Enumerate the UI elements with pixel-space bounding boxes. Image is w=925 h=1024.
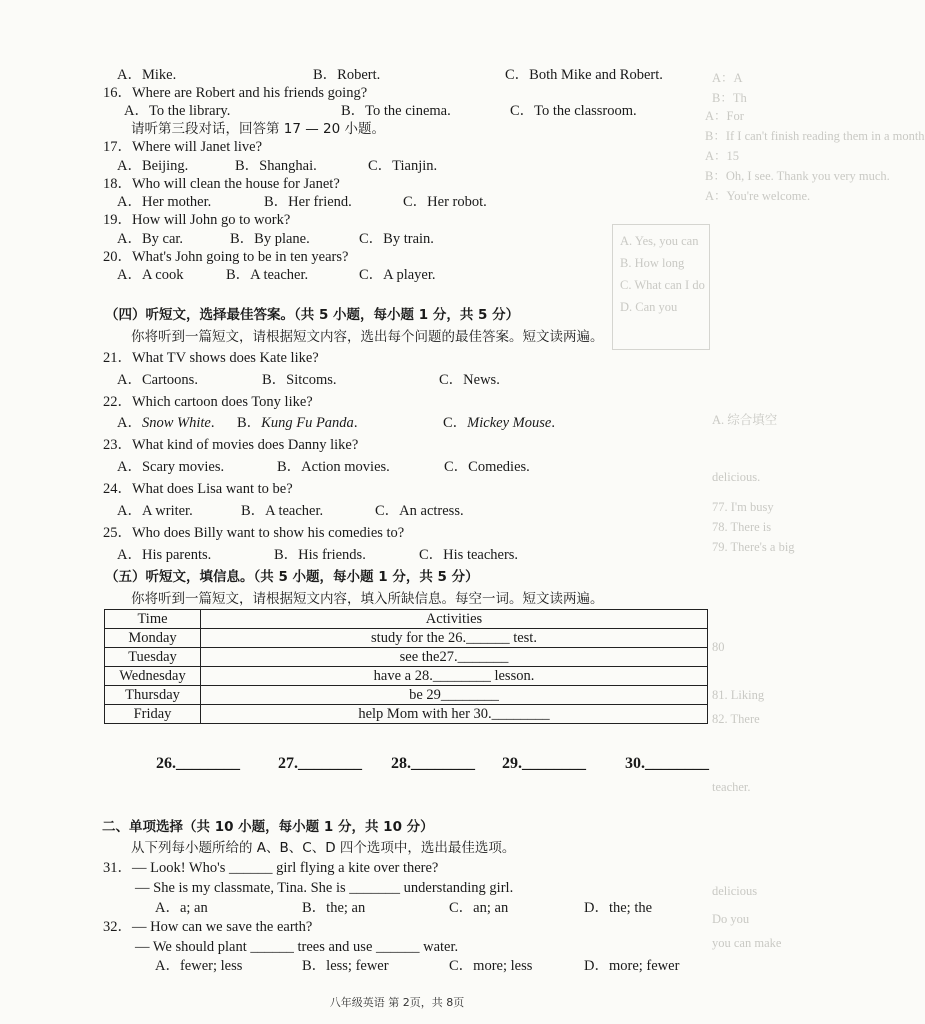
schedule-header-time: Time [105, 610, 201, 629]
q15-option-a: A．Mike. [117, 67, 177, 83]
q16-option-a: A．To the library. [124, 103, 231, 119]
answer-blank-26[interactable]: 26.________ [156, 755, 240, 772]
q18-option-b: B．Her friend. [264, 194, 352, 210]
q19-option-c: C．By train. [359, 231, 434, 247]
part2-instruction: 从下列每小题所给的 A、B、C、D 四个选项中，选出最佳选项。 [131, 840, 516, 856]
q22-option-a: A．Snow White. [117, 415, 215, 431]
q23-option-a: A．Scary movies. [117, 459, 225, 475]
q25-text: 25．Who does Billy want to show his comedies to? [103, 525, 405, 541]
q21-option-b: B．Sitcoms. [262, 372, 337, 388]
table-row [105, 705, 708, 724]
q31-option-c: C．an; an [449, 900, 509, 916]
section4-instruction: 你将听到一篇短文，请根据短文内容，选出每个问题的最佳答案。短文读两遍。 [131, 329, 604, 345]
q20-option-c: C．A player. [359, 267, 436, 283]
schedule-day: Wednesday [105, 667, 201, 686]
q21-option-a: A．Cartoons. [117, 372, 198, 388]
q15-option-b: B．Robert. [313, 67, 381, 83]
q16-option-b: B．To the cinema. [341, 103, 451, 119]
q31-option-b: B．the; an [302, 900, 366, 916]
q24-option-b: B．A teacher. [241, 503, 324, 519]
q24-text: 24．What does Lisa want to be? [103, 481, 293, 497]
schedule-day: Monday [105, 629, 201, 648]
q16-text: 16．Where are Robert and his friends going? [103, 85, 368, 101]
q32-line2: — We should plant ______ trees and use ______ water. [135, 939, 459, 955]
table-row [105, 667, 708, 686]
q32-option-d: D．more; fewer [584, 958, 680, 974]
q21-option-c: C．News. [439, 372, 500, 388]
schedule-activity: be 29________ [201, 686, 708, 705]
q15-option-c: C．Both Mike and Robert. [505, 67, 663, 83]
schedule-activity: have a 28.________ lesson. [201, 667, 708, 686]
section4-title: （四）听短文，选择最佳答案。（共 5 小题，每小题 1 分，共 5 分） [105, 307, 520, 323]
q31-line2: — She is my classmate, Tina. She is _______ understanding girl. [135, 880, 514, 896]
page-footer: 八年级英语 第 2页，共 8页 [329, 996, 465, 1009]
schedule-day: Tuesday [105, 648, 201, 667]
section5-instruction: 你将听到一篇短文，请根据短文内容，填入所缺信息。每空一词。短文读两遍。 [131, 591, 604, 607]
schedule-activity: help Mom with her 30.________ [201, 705, 708, 724]
q19-option-a: A．By car. [117, 231, 184, 247]
schedule-header-row [105, 610, 708, 629]
schedule-day: Thursday [105, 686, 201, 705]
q31-option-d: D．the; the [584, 900, 653, 916]
q31-option-a: A．a; an [155, 900, 208, 916]
q24-option-c: C．An actress. [375, 503, 464, 519]
q23-option-b: B．Action movies. [277, 459, 390, 475]
q18-option-c: C．Her robot. [403, 194, 487, 210]
q16-option-c: C．To the classroom. [510, 103, 637, 119]
q18-text: 18．Who will clean the house for Janet? [103, 176, 340, 192]
schedule-table [104, 609, 708, 724]
q22-option-c: C．Mickey Mouse. [443, 415, 555, 431]
section5-title: （五）听短文，填信息。（共 5 小题，每小题 1 分，共 5 分） [105, 569, 479, 585]
answer-blank-29[interactable]: 29.________ [502, 755, 586, 772]
answer-blank-30[interactable]: 30.________ [625, 755, 709, 772]
q25-option-c: C．His teachers. [419, 547, 519, 563]
q23-text: 23．What kind of movies does Danny like? [103, 437, 359, 453]
q32-line1: 32．— How can we save the earth? [103, 919, 313, 935]
schedule-day: Friday [105, 705, 201, 724]
q19-text: 19．How will John go to work? [103, 212, 291, 228]
q17-option-b: B．Shanghai. [235, 158, 317, 174]
schedule-header-activities: Activities [201, 610, 708, 629]
q19-option-b: B．By plane. [230, 231, 310, 247]
q32-option-a: A．fewer; less [155, 958, 243, 974]
q25-option-b: B．His friends. [274, 547, 366, 563]
schedule-activity: see the27._______ [201, 648, 708, 667]
table-row [105, 686, 708, 705]
q17-option-a: A．Beijing. [117, 158, 189, 174]
instruction-q17-20: 请听第三段对话，回答第 17 — 20 小题。 [131, 121, 386, 137]
q23-option-c: C．Comedies. [444, 459, 530, 475]
q20-option-b: B．A teacher. [226, 267, 309, 283]
q32-option-c: C．more; less [449, 958, 533, 974]
table-row [105, 629, 708, 648]
table-row [105, 648, 708, 667]
q20-option-a: A．A cook [117, 267, 184, 283]
part2-title: 二、单项选择（共 10 小题，每小题 1 分，共 10 分） [102, 819, 434, 835]
q20-text: 20．What's John going to be in ten years? [103, 249, 349, 265]
q24-option-a: A．A writer. [117, 503, 193, 519]
q21-text: 21．What TV shows does Kate like? [103, 350, 319, 366]
q17-option-c: C．Tianjin. [368, 158, 438, 174]
q32-option-b: B．less; fewer [302, 958, 389, 974]
schedule-activity: study for the 26.______ test. [201, 629, 708, 648]
exam-page: A：A B：Th A：For B：If I can't finish reading them in a month A：15 B：Oh, I see. Thank you very much. A：You're welcome. A. Yes, you can B. How long C. What can I do D. Can you A. 综合填空 delicious. 77. I'm busy 78. There is 79. There's a big 80 81. Liking 82. There teacher. delicious Do you you can make A．Mike. B．Robert. C．Both Mike and Robert. 16．Where are Robert and his friends going? A．To the library. B．To the cinema. C．To the classroom. 请听第三段对话，回答第 17 — 20 小题。 17．Where will Janet live? A．Beijing. B．Shanghai. C．Tianjin. 18．Who will clean the house for Janet? A．Her mother. B．Her friend. C．Her robot. 19．How will John go to work? A．By car. B．By plane. C．By train. 20．What's John going to be in ten years? A．A cook B．A teacher. C．A player. （四）听短文，选择最佳答案。（共 5 小题，每小题 1 分，共 5 分） 你将听到一篇短文，请根据短文内容，选出每个问题的最佳答案。短文读两遍。 21．What TV shows does Kate like? A．Cartoons. B．Sitcoms. C．News. 22．Which cartoon does Tony like? A．Snow White. B．Kung Fu Panda. C．Mickey Mouse. 23．What kind of movies does Danny like? A．Scary movies. B．Action movies. C．Comedies. 24．What does Lisa want to be? A．A writer. B．A teacher. C．An actress. 25．Who does Billy want to show his comedies to? A．His parents. B．His friends. C．His teachers. （五）听短文，填信息。（共 5 小题，每小题 1 分，共 5 分） 你将听到一篇短文，请根据短文内容，填入所缺信息。每空一词。短文读两遍。 Time Activities Monday study for the 26.______ test. Tuesday see the27._______ Wednesday have a 28.________ lesson. Thursday be 29________ Friday help Mom with her 30.________ 26.________ 27.________ 28.________ 29.________ 30.________ 二、单项选择（共 10 小题，每小题 1 分，共 10 分） 从下列每小题所给的 A、B、C、D 四个选项中，选出最佳选项。 31．— Look! Who's ______ girl flying a kite over there? — She is my classmate, Tina. She is _______ understanding girl. A．a; an B．the; an C．an; an D．the; the 32．— How can we save the earth? — We should plant ______ trees and use ______ water. A．fewer; less B．less; fewer C．more; less D．more; fewer 八年级英语 第 2页，共 8页 [0, 0, 794, 1024]
answer-blank-27[interactable]: 27.________ [278, 755, 362, 772]
q22-option-b: B．Kung Fu Panda. [237, 415, 358, 431]
answer-blank-28[interactable]: 28.________ [391, 755, 475, 772]
q18-option-a: A．Her mother. [117, 194, 212, 210]
q17-text: 17．Where will Janet live? [103, 139, 263, 155]
q25-option-a: A．His parents. [117, 547, 212, 563]
q31-line1: 31．— Look! Who's ______ girl flying a kite over there? [103, 860, 439, 876]
q22-text: 22．Which cartoon does Tony like? [103, 394, 313, 410]
